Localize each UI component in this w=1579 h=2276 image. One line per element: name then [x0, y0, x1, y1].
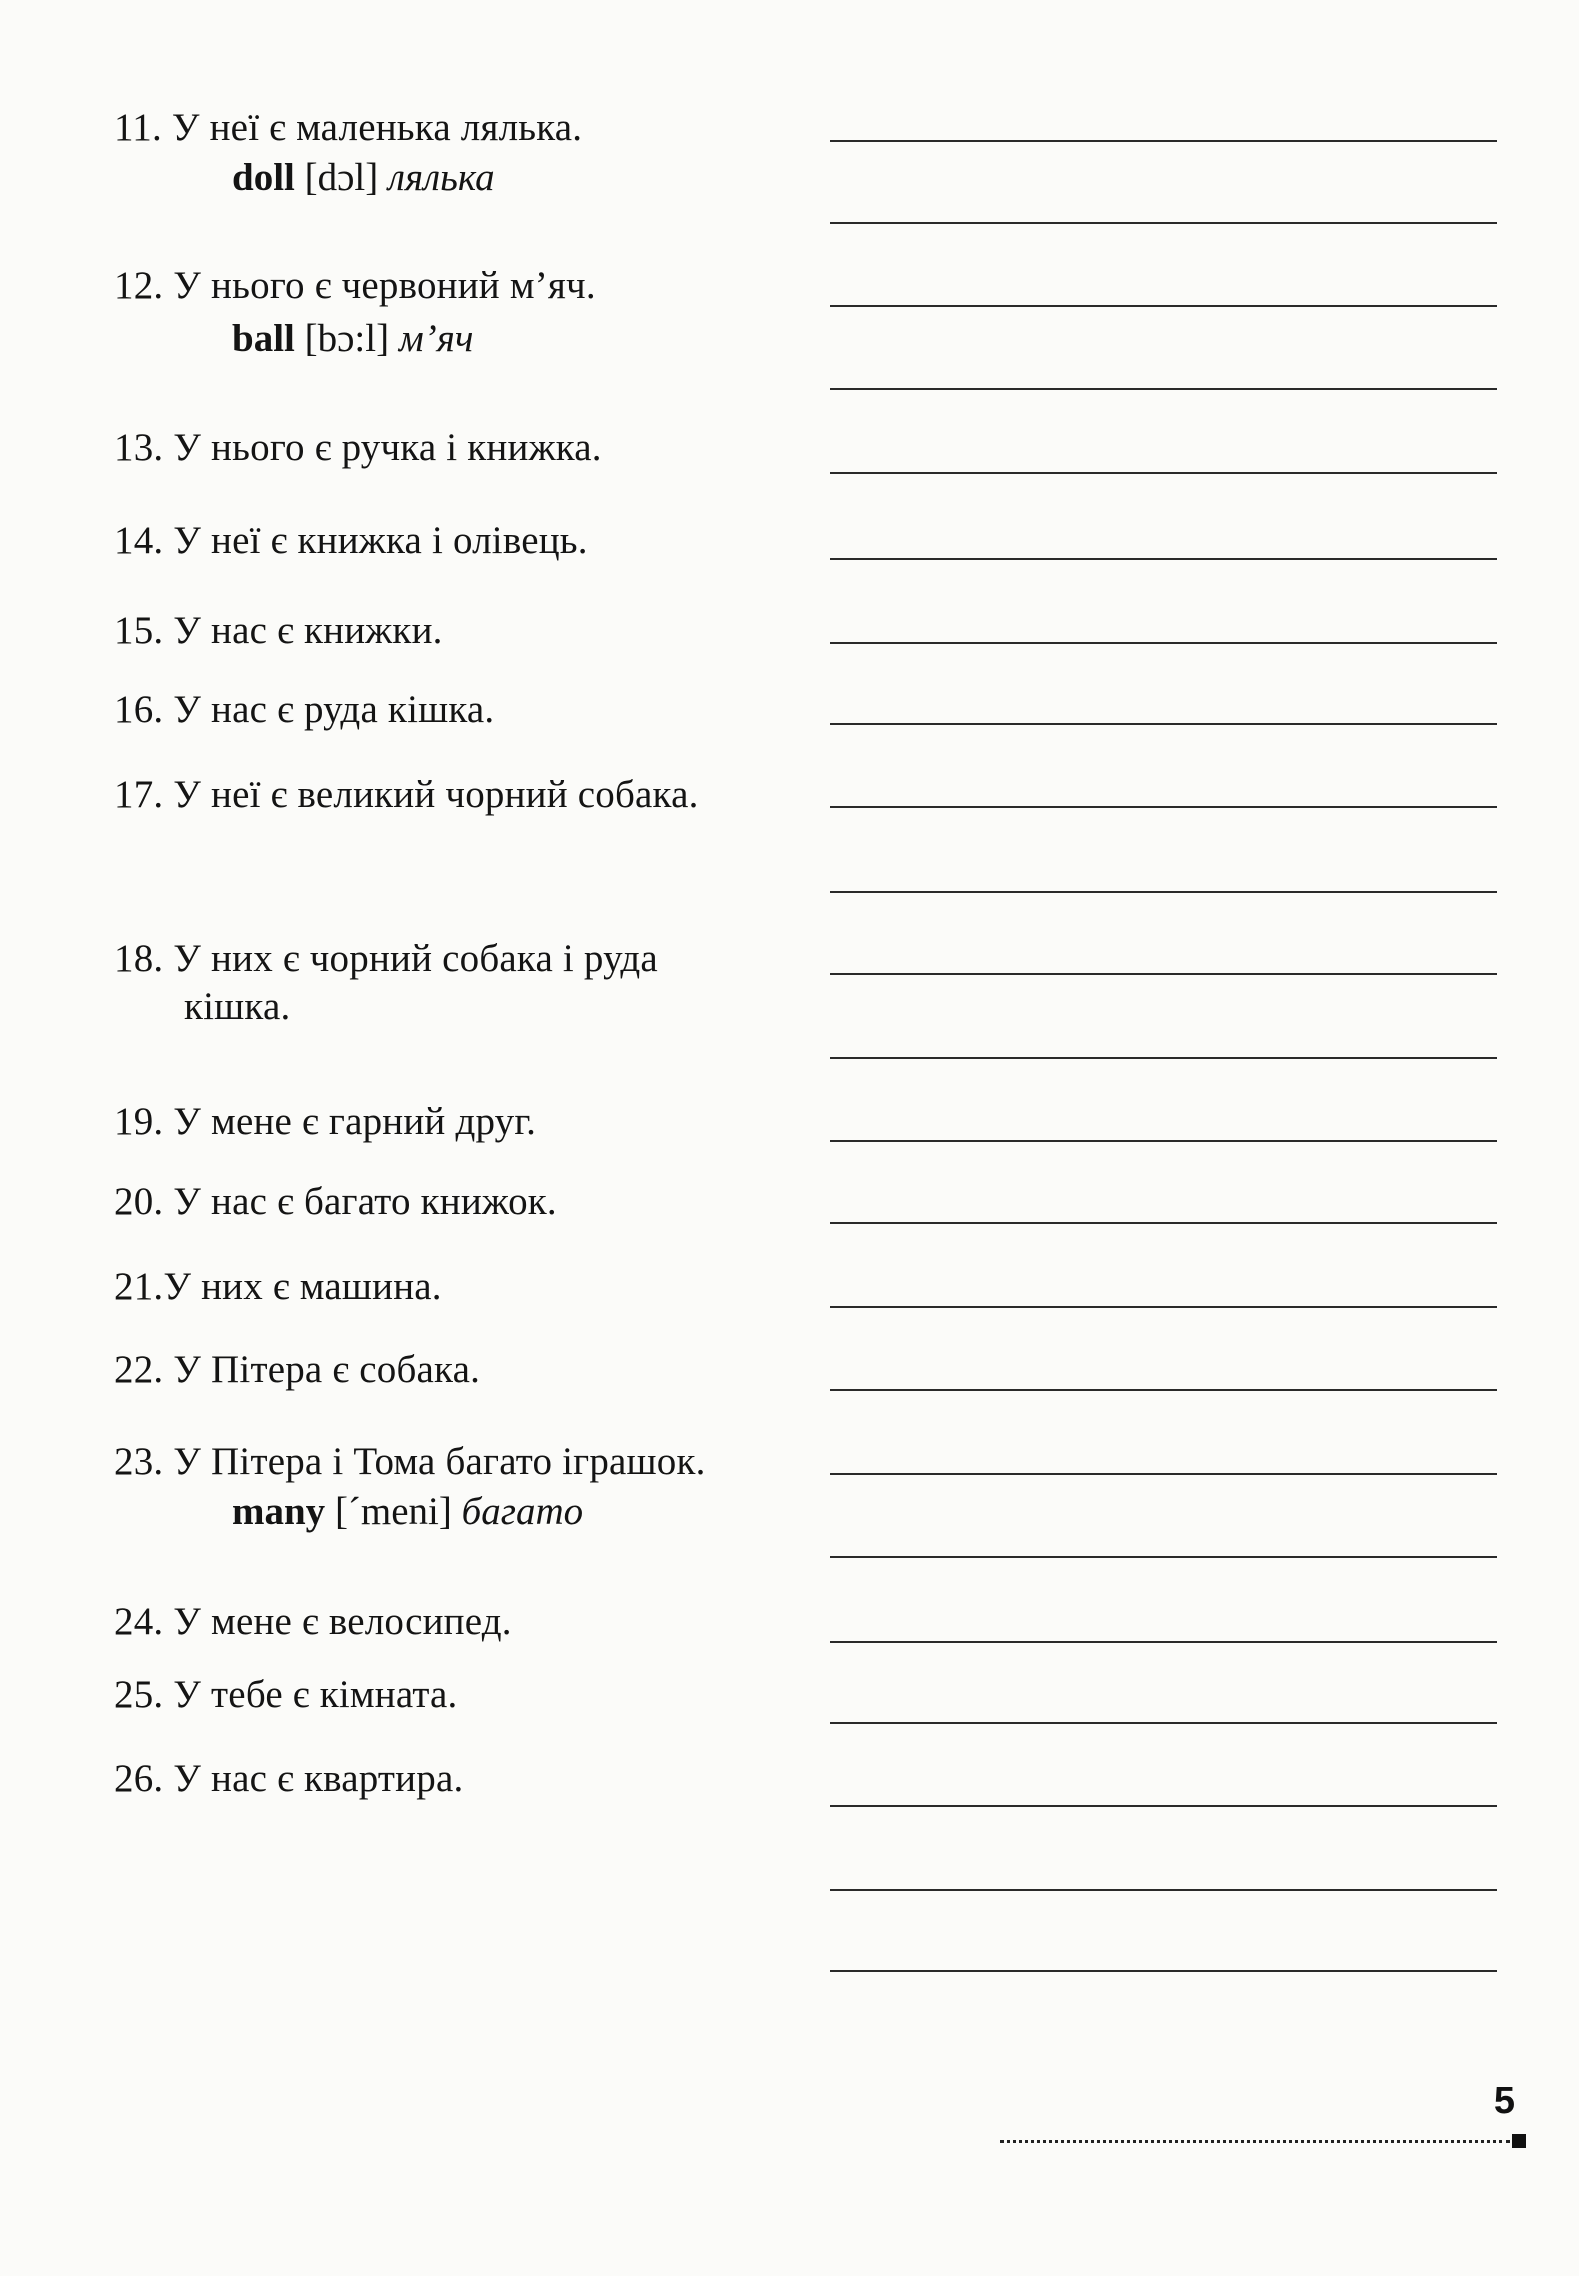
- answer-line[interactable]: [830, 1389, 1497, 1391]
- answer-line[interactable]: [830, 1805, 1497, 1807]
- answer-line[interactable]: [830, 222, 1497, 224]
- exercise-text: 17. У неї є великий чорний собака.: [114, 773, 699, 816]
- vocab-transcription: [dɔl]: [294, 156, 388, 199]
- exercise-item-11: [114, 104, 814, 152]
- exercise-item-26: [114, 1755, 814, 1803]
- exercise-item-24: [114, 1598, 814, 1646]
- exercise-text: 15. У нас є книжки.: [114, 609, 443, 652]
- exercise-item-12: [114, 262, 814, 310]
- vocab-word: doll: [232, 156, 295, 199]
- exercise-text: 19. У мене є гарний друг.: [114, 1100, 537, 1143]
- answer-line[interactable]: [830, 642, 1497, 644]
- exercise-text: 21.У них є машина.: [114, 1265, 442, 1308]
- answer-line[interactable]: [830, 1970, 1497, 1972]
- vocab-word: many: [232, 1490, 326, 1533]
- answer-line[interactable]: [830, 305, 1497, 307]
- vocab-many: [232, 1488, 583, 1536]
- exercise-item-15: [114, 607, 814, 655]
- answer-line[interactable]: [830, 1722, 1497, 1724]
- answer-line[interactable]: [830, 1222, 1497, 1224]
- exercise-text: 22. У Пітера є собака.: [114, 1348, 481, 1391]
- footer-dotted-rule: [1000, 2140, 1510, 2143]
- answer-line[interactable]: [830, 973, 1497, 975]
- exercise-item-23: [114, 1438, 814, 1486]
- exercise-item-20: [114, 1178, 814, 1226]
- exercise-item-22: [114, 1346, 814, 1394]
- vocab-translation: лялька: [388, 156, 495, 199]
- vocab-ball: [232, 315, 473, 363]
- answer-line[interactable]: [830, 1556, 1497, 1558]
- vocab-doll: [232, 154, 495, 202]
- exercise-item-17: [114, 771, 814, 819]
- exercise-text: 12. У нього є червоний м’яч.: [114, 264, 596, 307]
- exercise-text: 14. У неї є книжка і олівець.: [114, 519, 588, 562]
- vocab-transcription: [ˊmeni]: [325, 1490, 462, 1533]
- exercise-text-continued: кішка.: [184, 985, 291, 1028]
- vocab-translation: м’яч: [398, 317, 474, 360]
- answer-line[interactable]: [830, 1306, 1497, 1308]
- vocab-word: ball: [232, 317, 295, 360]
- exercise-text: 13. У нього є ручка і книжка.: [114, 426, 602, 469]
- answer-line[interactable]: [830, 806, 1497, 808]
- exercise-item-19: [114, 1098, 814, 1146]
- exercise-text: 23. У Пітера і Тома багато іграшок.: [114, 1440, 706, 1483]
- answer-line[interactable]: [830, 723, 1497, 725]
- exercise-text: 26. У нас є квартира.: [114, 1757, 464, 1800]
- exercise-item-14: [114, 517, 814, 565]
- exercise-item-18: [114, 935, 814, 1031]
- exercise-item-16: [114, 686, 814, 734]
- exercise-item-21: [114, 1263, 814, 1311]
- answer-line[interactable]: [830, 388, 1497, 390]
- answer-line[interactable]: [830, 1889, 1497, 1891]
- exercise-text: 25. У тебе є кімната.: [114, 1673, 458, 1716]
- answer-line[interactable]: [830, 140, 1497, 142]
- answer-line[interactable]: [830, 1140, 1497, 1142]
- exercise-item-25: [114, 1671, 814, 1719]
- exercise-text: 11. У неї є маленька лялька.: [114, 106, 583, 149]
- answer-line[interactable]: [830, 1641, 1497, 1643]
- exercise-text: 20. У нас є багато книжок.: [114, 1180, 557, 1223]
- vocab-transcription: [bɔ:l]: [294, 317, 399, 360]
- footer-square-marker: [1512, 2134, 1526, 2148]
- answer-line[interactable]: [830, 891, 1497, 893]
- exercise-item-13: [114, 424, 814, 472]
- answer-line[interactable]: [830, 558, 1497, 560]
- answer-line[interactable]: [830, 1057, 1497, 1059]
- vocab-translation: багато: [461, 1490, 584, 1533]
- exercise-text: 18. У них є чорний собака і руда: [114, 937, 658, 980]
- exercise-text: 16. У нас є руда кішка.: [114, 688, 495, 731]
- answer-line[interactable]: [830, 472, 1497, 474]
- answer-line[interactable]: [830, 1473, 1497, 1475]
- exercise-text: 24. У мене є велосипед.: [114, 1600, 512, 1643]
- page-number: 5: [1493, 2080, 1515, 2122]
